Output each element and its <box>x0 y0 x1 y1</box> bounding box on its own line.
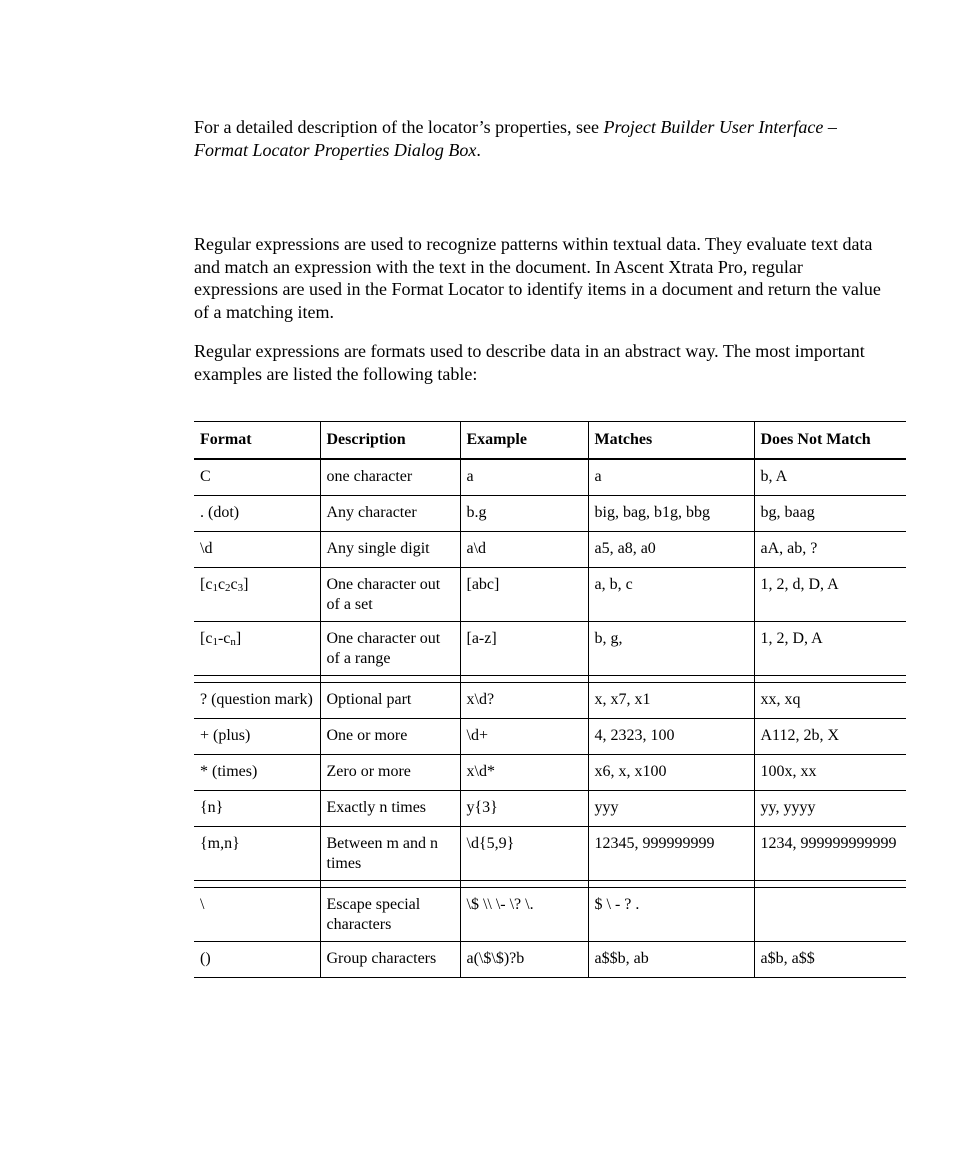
cell-matches: 4, 2323, 100 <box>588 719 754 755</box>
spacer-cell <box>320 881 460 888</box>
table-row <box>194 942 906 978</box>
cell-format: {m,n} <box>194 827 320 881</box>
cell-matches: a, b, c <box>588 568 754 622</box>
header-description: Description <box>320 422 460 460</box>
format-text: c <box>217 576 226 593</box>
cell-example: [abc] <box>460 568 588 622</box>
table-spacer-row <box>194 676 906 683</box>
cell-format: C <box>194 459 320 496</box>
spacer-cell <box>588 676 754 683</box>
table-body <box>194 459 906 978</box>
intro-end: . <box>476 139 481 160</box>
cell-does-not-match: b, A <box>754 459 906 496</box>
header-matches: Matches <box>588 422 754 460</box>
cell-does-not-match: xx, xq <box>754 683 906 719</box>
format-text: -c <box>217 630 231 647</box>
cell-does-not-match: 100x, xx <box>754 755 906 791</box>
cell-matches: x, x7, x1 <box>588 683 754 719</box>
cell-does-not-match: A112, 2b, X <box>754 719 906 755</box>
intro-reference: Project Builder User Interface – Format Locator Properties Dialog Box <box>194 117 837 160</box>
cell-example: y{3} <box>460 791 588 827</box>
cell-format: + (plus) <box>194 719 320 755</box>
spacer-cell <box>460 676 588 683</box>
spacer-cell <box>754 881 906 888</box>
spacer-cell <box>460 881 588 888</box>
spacer-cell <box>754 676 906 683</box>
cell-description: One character out of a range <box>320 622 460 676</box>
cell-description: Optional part <box>320 683 460 719</box>
cell-example: [a-z] <box>460 622 588 676</box>
intro-text: For a detailed description of the locator’s properties, see <box>194 117 604 137</box>
format-text: ] <box>243 576 249 593</box>
cell-example: a\d <box>460 532 588 568</box>
cell-description: Group characters <box>320 942 460 978</box>
cell-description: Exactly n times <box>320 791 460 827</box>
cell-format: * (times) <box>194 755 320 791</box>
table-row <box>194 683 906 719</box>
cell-description: One or more <box>320 719 460 755</box>
table-row <box>194 755 906 791</box>
cell-description: One character out of a set <box>320 568 460 622</box>
table-header-row <box>194 422 906 460</box>
cell-example: x\d* <box>460 755 588 791</box>
regex-paragraph-2: Regular expressions are formats used to describe data in an abstract way. The most important examples are listed the following table: <box>194 341 865 384</box>
header-format: Format <box>194 422 320 460</box>
spacer-cell <box>194 676 320 683</box>
cell-does-not-match: yy, yyyy <box>754 791 906 827</box>
cell-example: a(\$\$)?b <box>460 942 588 978</box>
cell-format: \ <box>194 888 320 942</box>
format-text: [c <box>200 630 213 647</box>
cell-matches: b, g, <box>588 622 754 676</box>
cell-description: Any single digit <box>320 532 460 568</box>
cell-does-not-match: 1234, 999999999999 <box>754 827 906 881</box>
cell-does-not-match: aA, ab, ? <box>754 532 906 568</box>
cell-matches: big, bag, b1g, bbg <box>588 496 754 532</box>
cell-does-not-match: a$b, a$$ <box>754 942 906 978</box>
header-does-not-match: Does Not Match <box>754 422 906 460</box>
table-row <box>194 459 906 496</box>
format-subscript: 1 <box>212 582 218 594</box>
cell-example: a <box>460 459 588 496</box>
regex-table <box>194 421 906 978</box>
cell-example: \d{5,9} <box>460 827 588 881</box>
format-text: ] <box>235 630 242 647</box>
cell-matches: 12345, 999999999 <box>588 827 754 881</box>
spacer-cell <box>588 881 754 888</box>
table-row <box>194 827 906 881</box>
header-example: Example <box>460 422 588 460</box>
cell-matches: yyy <box>588 791 754 827</box>
cell-description: Any character <box>320 496 460 532</box>
format-subscript: 3 <box>237 582 244 594</box>
cell-description: Zero or more <box>320 755 460 791</box>
cell-does-not-match: 1, 2, d, D, A <box>754 568 906 622</box>
cell-matches: $ \ - ? . <box>588 888 754 942</box>
table-row <box>194 532 906 568</box>
cell-example: b.g <box>460 496 588 532</box>
format-subscript: n <box>230 636 236 648</box>
cell-matches: x6, x, x100 <box>588 755 754 791</box>
format-subscript: 1 <box>212 636 218 648</box>
cell-format <box>194 568 320 622</box>
table-row <box>194 622 906 676</box>
cell-matches: a$$b, ab <box>588 942 754 978</box>
cell-does-not-match: bg, baag <box>754 496 906 532</box>
cell-does-not-match: 1, 2, D, A <box>754 622 906 676</box>
format-text: [c <box>200 576 213 593</box>
cell-does-not-match <box>754 888 906 942</box>
format-subscript: 2 <box>225 582 231 594</box>
cell-description: Escape special characters <box>320 888 460 942</box>
cell-example: \$ \\ \- \? \. <box>460 888 588 942</box>
cell-format: . (dot) <box>194 496 320 532</box>
cell-description: one character <box>320 459 460 496</box>
table-row <box>194 791 906 827</box>
format-text: c <box>230 576 238 593</box>
cell-format: \d <box>194 532 320 568</box>
table-spacer-row <box>194 881 906 888</box>
table-row <box>194 719 906 755</box>
spacer-cell <box>320 676 460 683</box>
table-row <box>194 888 906 942</box>
cell-matches: a5, a8, a0 <box>588 532 754 568</box>
cell-matches: a <box>588 459 754 496</box>
spacer-cell <box>194 881 320 888</box>
table-row <box>194 568 906 622</box>
cell-format: {n} <box>194 791 320 827</box>
intro-paragraph <box>194 116 884 161</box>
cell-example: x\d? <box>460 683 588 719</box>
cell-format <box>194 622 320 676</box>
regex-paragraph-1: Regular expressions are used to recognize patterns within textual data. They evaluate text data and match an expression with the text in the document. In Ascent Xtrata Pro, regular expressions are used in the Format Locator to identify items in a document and return the value of a matching item. <box>194 234 881 322</box>
cell-example: \d+ <box>460 719 588 755</box>
table-row <box>194 496 906 532</box>
cell-description: Between m and n times <box>320 827 460 881</box>
cell-format: () <box>194 942 320 978</box>
cell-format: ? (question mark) <box>194 683 320 719</box>
